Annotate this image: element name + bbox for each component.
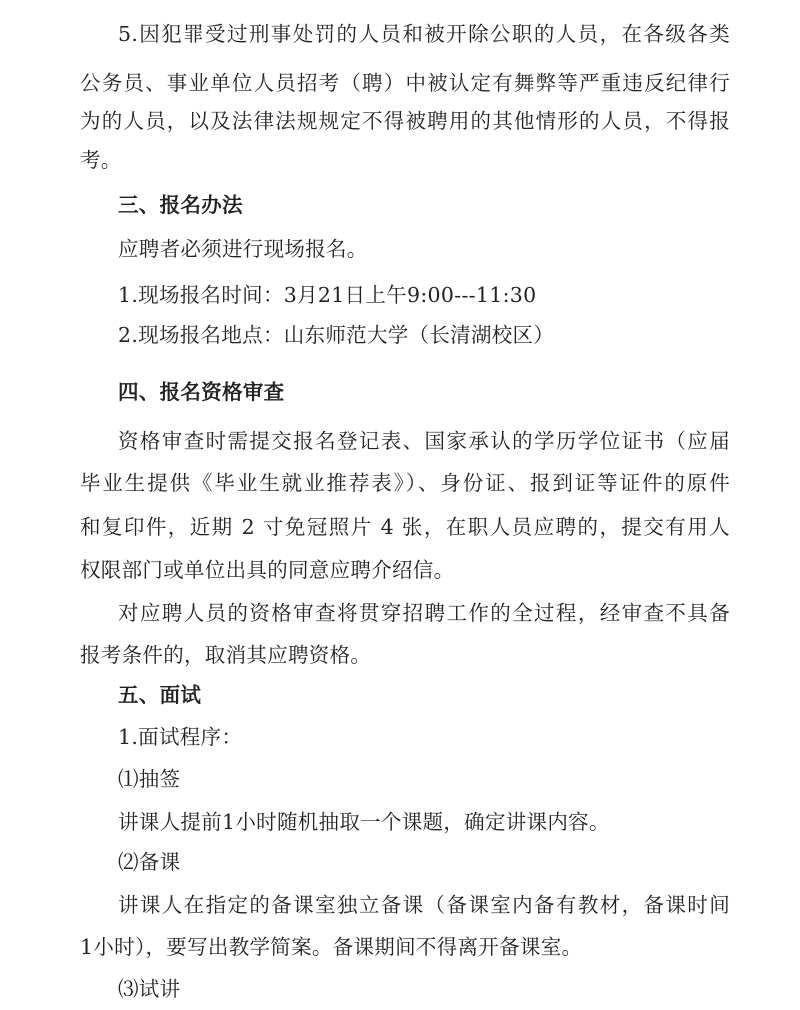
step-1-text: 讲课人提前1小时随机抽取一个课题，确定讲课内容。 [118,810,610,834]
registration-place: 2.现场报名地点：山东师范大学（长清湖校区） [118,323,555,347]
step-2-text-line-1: 讲课人在指定的备课室独立备课（备课室内备有教材，备课时间 [118,893,730,917]
step-2-text-line-2: 1小时），要写出教学简案。备课期间不得离开备课室。 [80,935,583,959]
section-4-para-1-line-2: 毕业生提供《毕业生就业推荐表》）、身份证、报到证等证件的原件 [80,471,730,495]
section-4-para-1-line-3: 和复印件，近期 2 寸免冠照片 4 张，在职人员应聘的，提交有用人 [80,515,730,539]
item-5-line-4: 考。 [80,148,122,172]
item-5-line-1: 5.因犯罪受过刑事处罚的人员和被开除公职的人员，在各级各类 [118,22,730,46]
section-4-para-2-line-1: 对应聘人员的资格审查将贯穿招聘工作的全过程，经审查不具备 [118,601,730,625]
step-1-title: ⑴抽签 [118,767,181,791]
step-2-title: ⑵备课 [118,850,181,874]
item-5-line-2: 公务员、事业单位人员招考（聘）中被认定有舞弊等严重违反纪律行 [80,71,730,95]
section-5-heading: 五、面试 [118,683,202,707]
section-3-heading: 三、报名办法 [118,193,243,217]
step-3-title: ⑶试讲 [118,977,181,1001]
item-5-line-3: 为的人员，以及法律法规规定不得被聘用的其他情形的人员，不得报 [80,109,730,133]
section-4-para-1-line-1: 资格审查时需提交报名登记表、国家承认的学历学位证书（应届 [118,429,730,453]
section-3-intro: 应聘者必须进行现场报名。 [118,237,368,261]
section-4-heading: 四、报名资格审查 [118,380,285,404]
registration-time: 1.现场报名时间：3月21日上午9:00---11:30 [118,283,537,307]
section-4-para-2-line-2: 报考条件的，取消其应聘资格。 [80,643,372,667]
section-4-para-1-line-4: 权限部门或单位出具的同意应聘介绍信。 [80,558,455,582]
interview-procedure: 1.面试程序： [118,725,243,749]
